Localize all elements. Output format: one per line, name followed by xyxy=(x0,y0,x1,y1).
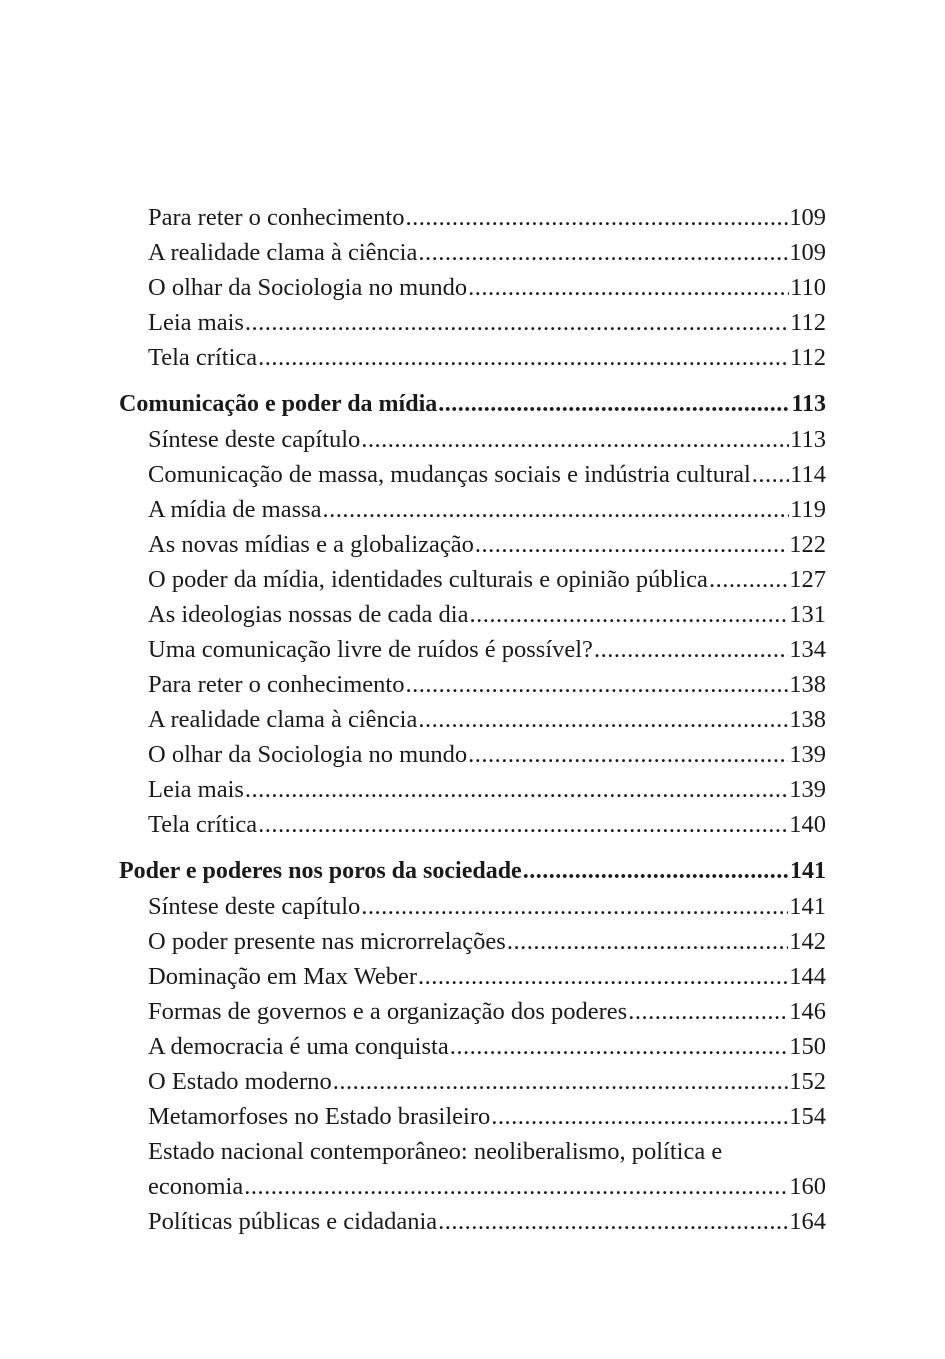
dot-leader xyxy=(245,772,788,807)
toc-entry-page: 146 xyxy=(789,998,826,1025)
dot-leader xyxy=(709,562,788,597)
toc-entry[interactable] xyxy=(119,305,826,340)
toc-entry-title: Tela crítica xyxy=(148,811,258,838)
toc-entry-page: 164 xyxy=(789,1208,826,1235)
toc-entry-title: Comunicação de massa, mudanças sociais e indústria cultural xyxy=(148,461,751,488)
toc-entry-page: 109 xyxy=(789,239,826,266)
toc-entry-title: Síntese deste capítulo xyxy=(148,893,361,920)
toc-entry-title: Leia mais xyxy=(148,776,244,803)
dot-leader xyxy=(469,597,788,632)
toc-entry-page: 109 xyxy=(789,204,826,231)
toc-entry[interactable] xyxy=(119,702,826,737)
toc-entry[interactable] xyxy=(119,959,826,994)
toc-entry-title: Tela crítica xyxy=(148,344,258,371)
toc-entry-title: Metamorfoses no Estado brasileiro xyxy=(148,1103,491,1130)
dot-leader xyxy=(333,1064,789,1099)
toc-entry-page: 144 xyxy=(789,963,826,990)
toc-entry-page: 119 xyxy=(790,496,826,523)
toc-entry[interactable] xyxy=(119,200,826,235)
toc-entry-title: Estado nacional contemporâneo: neoliberalismo, política e xyxy=(148,1138,723,1165)
toc-entry[interactable] xyxy=(119,994,826,1029)
dot-leader xyxy=(752,457,789,492)
toc-entry-title: Dominação em Max Weber xyxy=(148,963,418,990)
dot-leader xyxy=(628,994,788,1029)
toc-entry[interactable] xyxy=(119,1204,826,1239)
toc-entry[interactable] xyxy=(119,807,826,842)
toc-chapter-page: 113 xyxy=(791,391,826,417)
toc-entry-page: 113 xyxy=(790,426,826,453)
toc-entry-title-continuation: economia xyxy=(148,1173,244,1200)
toc-entry-page: 112 xyxy=(790,344,826,371)
toc-entry-title: A mídia de massa xyxy=(148,496,322,523)
dot-leader xyxy=(438,1204,788,1239)
dot-leader xyxy=(418,959,788,994)
dot-leader xyxy=(468,270,789,305)
toc-entry[interactable] xyxy=(119,667,826,702)
toc-entry[interactable] xyxy=(119,1169,826,1204)
dot-leader xyxy=(361,889,788,924)
toc-entry-title: Leia mais xyxy=(148,309,244,336)
dot-leader xyxy=(405,667,788,702)
toc-entry-page: 134 xyxy=(789,636,826,663)
toc-entry-page: 150 xyxy=(789,1033,826,1060)
dot-leader xyxy=(258,340,789,375)
toc-entry-title: Para reter o conhecimento xyxy=(148,671,405,698)
toc-entry[interactable] xyxy=(119,527,826,562)
toc-entry[interactable] xyxy=(119,1099,826,1134)
toc-entry-title: Políticas públicas e cidadania xyxy=(148,1208,438,1235)
dot-leader xyxy=(244,1169,788,1204)
toc-entry-page: 112 xyxy=(790,309,826,336)
table-of-contents xyxy=(119,200,826,1239)
toc-entry-title: O poder da mídia, identidades culturais e opinião pública xyxy=(148,566,708,593)
toc-entry-title: O olhar da Sociologia no mundo xyxy=(148,274,468,301)
dot-leader xyxy=(450,1029,789,1064)
toc-entry-title: As novas mídias e a globalização xyxy=(148,531,474,558)
toc-entry-page: 160 xyxy=(789,1173,826,1200)
toc-entry[interactable] xyxy=(119,772,826,807)
toc-entry[interactable] xyxy=(119,492,826,527)
toc-entry-title: O Estado moderno xyxy=(148,1068,332,1095)
dot-leader xyxy=(468,737,788,772)
toc-entry[interactable] xyxy=(119,1029,826,1064)
toc-entry[interactable] xyxy=(119,562,826,597)
toc-entry-page: 152 xyxy=(789,1068,826,1095)
toc-entry-page: 138 xyxy=(789,706,826,733)
toc-chapter-title: Poder e poderes nos poros da sociedade xyxy=(119,858,522,884)
toc-entry[interactable] xyxy=(119,235,826,270)
dot-leader xyxy=(361,422,789,457)
toc-entry[interactable] xyxy=(119,597,826,632)
toc-entry-title: A realidade clama à ciência xyxy=(148,239,418,266)
dot-leader xyxy=(523,854,789,889)
toc-entry-page: 142 xyxy=(789,928,826,955)
toc-entry-page: 139 xyxy=(789,741,826,768)
toc-entry[interactable] xyxy=(119,340,826,375)
dot-leader xyxy=(491,1099,788,1134)
dot-leader xyxy=(507,924,788,959)
toc-entry-title: Formas de governos e a organização dos poderes xyxy=(148,998,628,1025)
toc-entry-page: 139 xyxy=(789,776,826,803)
toc-entry-page: 140 xyxy=(789,811,826,838)
toc-entry-title: O olhar da Sociologia no mundo xyxy=(148,741,468,768)
toc-entry-title: A democracia é uma conquista xyxy=(148,1033,449,1060)
toc-entry-page: 122 xyxy=(789,531,826,558)
dot-leader xyxy=(245,305,789,340)
toc-entry[interactable] xyxy=(119,632,826,667)
toc-entry-page: 127 xyxy=(789,566,826,593)
toc-entry-page: 110 xyxy=(790,274,826,301)
toc-chapter-title: Comunicação e poder da mídia xyxy=(119,391,438,417)
toc-entry[interactable] xyxy=(119,1064,826,1099)
toc-entry-page: 131 xyxy=(789,601,826,628)
dot-leader xyxy=(475,527,788,562)
toc-entry[interactable] xyxy=(119,737,826,772)
toc-entry-page: 141 xyxy=(789,893,826,920)
toc-chapter-heading[interactable] xyxy=(119,387,826,422)
toc-entry[interactable] xyxy=(119,270,826,305)
toc-entry-page: 114 xyxy=(790,461,826,488)
toc-entry[interactable] xyxy=(119,422,826,457)
dot-leader xyxy=(594,632,788,667)
dot-leader xyxy=(438,387,790,422)
toc-entry-title: Uma comunicação livre de ruídos é possível? xyxy=(148,636,593,663)
dot-leader xyxy=(405,200,788,235)
toc-chapter-heading[interactable] xyxy=(119,854,826,889)
toc-entry-page: 138 xyxy=(789,671,826,698)
toc-entry-title: Síntese deste capítulo xyxy=(148,426,361,453)
toc-entry-title: Para reter o conhecimento xyxy=(148,204,405,231)
toc-chapter-page: 141 xyxy=(790,858,826,884)
toc-entry-title: As ideologias nossas de cada dia xyxy=(148,601,469,628)
dot-leader xyxy=(323,492,790,527)
toc-entry-title: O poder presente nas microrrelações xyxy=(148,928,506,955)
dot-leader xyxy=(258,807,788,842)
toc-entry[interactable] xyxy=(119,889,826,924)
dot-leader xyxy=(418,235,788,270)
toc-entry[interactable] xyxy=(119,924,826,959)
toc-entry[interactable] xyxy=(119,457,826,492)
toc-entry-page: 154 xyxy=(789,1103,826,1130)
dot-leader xyxy=(418,702,788,737)
toc-entry-title: A realidade clama à ciência xyxy=(148,706,418,733)
toc-entry-wrapped-line[interactable] xyxy=(119,1134,826,1169)
